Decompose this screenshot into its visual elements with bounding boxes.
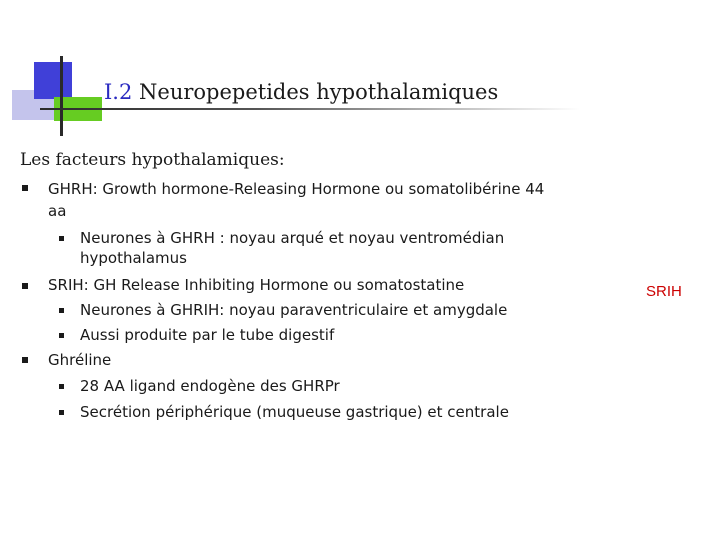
bullet-ghrh-line1: GHRH: Growth hormone-Releasing Hormone ou somatolibérine 44 [48,180,545,198]
slide-title [104,80,498,104]
title-text: Neuropepetides hypothalamiques [139,80,499,104]
decor-blue-square [34,62,72,99]
title-number: I.2 [104,80,133,104]
sub-srih-digestif: Aussi produite par le tube digestif [80,326,335,344]
side-label-srih: SRIH [646,283,682,300]
sub-srih-neurones: Neurones à GHRIH: noyau paraventriculaire et amygdale [80,301,508,319]
sub-bullet-square-icon [59,308,64,313]
bullet-square-icon [22,283,28,289]
sub-bullet-square-icon [59,384,64,389]
sub-ghrh-neurones-line2: hypothalamus [80,249,187,267]
section-heading: Les facteurs hypothalamiques: [20,150,285,170]
sub-bullet-square-icon [59,410,64,415]
sub-ghreline-secretion: Secrétion périphérique (muqueuse gastrique) et centrale [80,403,509,421]
sub-bullet-square-icon [59,236,64,241]
bullet-ghreline: Ghréline [48,351,112,369]
decor-vertical-line [60,56,63,136]
bullet-square-icon [22,357,28,363]
sub-ghrh-neurones-line1: Neurones à GHRH : noyau arqué et noyau ventromédian [80,229,505,247]
bullet-srih: SRIH: GH Release Inhibiting Hormone ou somatostatine [48,276,465,294]
bullet-square-icon [22,185,28,191]
sub-ghreline-ligand: 28 AA ligand endogène des GHRPr [80,377,340,395]
title-underline [40,108,580,110]
bullet-ghrh-line2: aa [48,202,67,220]
sub-bullet-square-icon [59,333,64,338]
